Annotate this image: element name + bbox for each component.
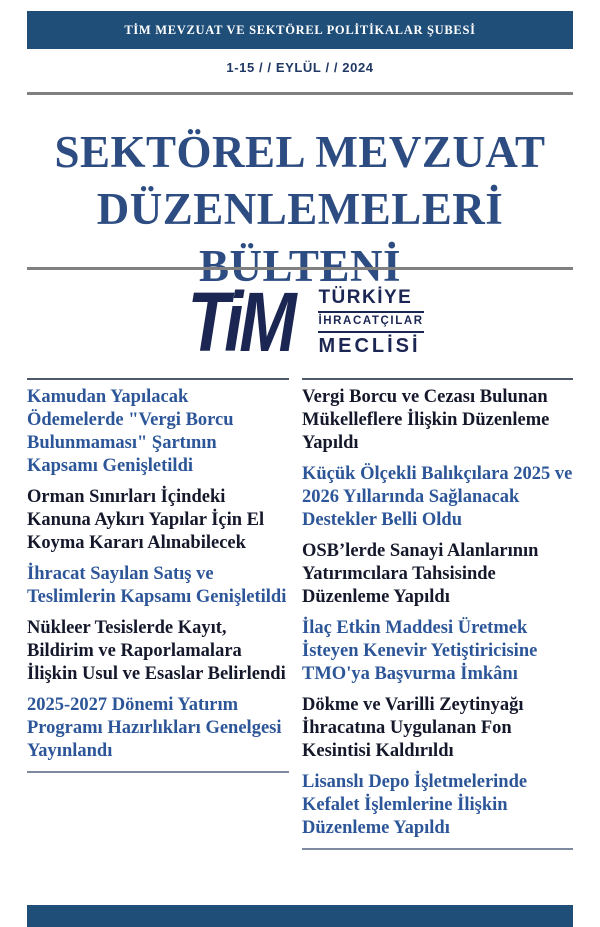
bulletin-title: SEKTÖREL MEVZUAT DÜZENLEMELERİ BÜLTENİ [54, 127, 546, 292]
tim-logo-line-meclisi: MECLİSİ [318, 334, 421, 357]
divider-right-column-end [302, 848, 573, 850]
divider-below-title [27, 267, 573, 270]
tim-logo-text [318, 288, 423, 356]
tim-logo-wordmark: TiM [187, 275, 293, 369]
headline-column-left [27, 378, 289, 850]
footer-bar [27, 905, 573, 927]
headline: OSB’lerde Sanayi Alanlarının Yatırımcılara Tahsisinde Düzenleme Yapıldı [302, 541, 539, 607]
headline: Kamudan Yapılacak Ödemelerde "Vergi Borcu Bulunmaması" Şartının Kapsamı Genişletildi [27, 387, 234, 476]
headline-column-right [302, 378, 573, 850]
divider-above-title [27, 92, 573, 95]
masthead-department-label: TİM MEVZUAT VE SEKTÖREL POLİTİKALAR ŞUBESİ [124, 22, 476, 37]
headline: Küçük Ölçekli Balıkçılara 2025 ve 2026 Yıllarında Sağlanacak Destekler Belli Oldu [302, 464, 573, 530]
masthead-bar [27, 11, 573, 49]
headline: İlaç Etkin Maddesi Üretmek İsteyen Kenevir Yetiştiricisine TMO'ya Başvurma İmkânı [302, 618, 538, 684]
tim-logo-line-ihracatcilar: İHRACATÇILAR [318, 311, 423, 333]
divider-left-column-end [27, 771, 289, 773]
headline: İhracat Sayılan Satış ve Teslimlerin Kapsamı Genişletildi [27, 564, 287, 607]
tim-logo-line-turkiye: TÜRKİYE [318, 287, 413, 309]
tim-logo [0, 276, 600, 368]
headline: Vergi Borcu ve Cezası Bulunan Mükelleflere İlişkin Düzenleme Yapıldı [302, 387, 550, 453]
headline: Orman Sınırları İçindeki Kanuna Aykırı Yapılar İçin El Koyma Kararı Alınabilecek [27, 487, 265, 553]
headline: Dökme ve Varilli Zeytinyağı İhracatına Uygulanan Fon Kesintisi Kaldırıldı [302, 695, 524, 761]
headline: Nükleer Tesislerde Kayıt, Bildirim ve Raporlamalara İlişkin Usul ve Esaslar Belirlendi [27, 618, 286, 684]
headline: 2025-2027 Dönemi Yatırım Programı Hazırlıkları Genelgesi Yayınlandı [27, 695, 282, 761]
issue-date: 1-15 / / EYLÜL / / 2024 [226, 60, 374, 75]
headline-columns [27, 378, 573, 850]
headline: Lisanslı Depo İşletmelerinde Kefalet İşlemlerine İlişkin Düzenleme Yapıldı [302, 772, 528, 838]
